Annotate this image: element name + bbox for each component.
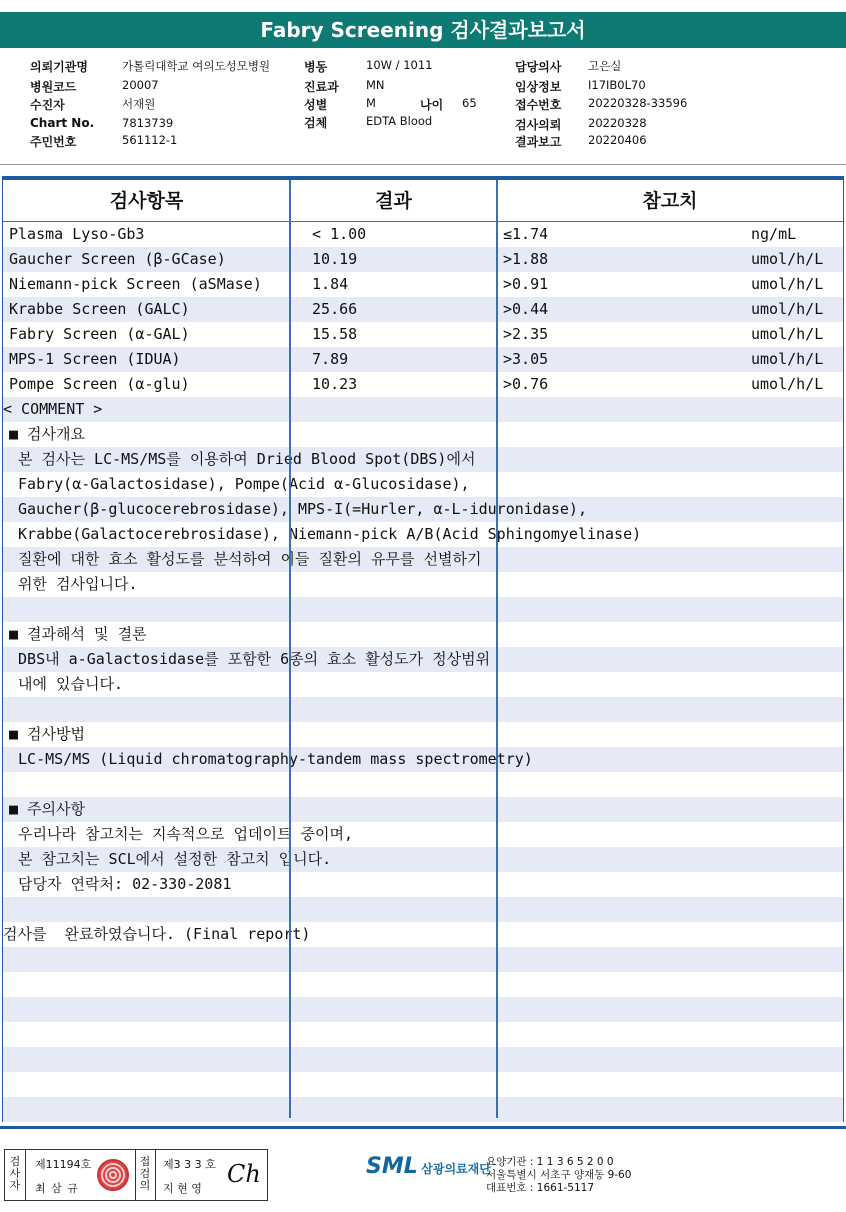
chart-value: 7813739 xyxy=(122,116,174,130)
report-date-label: 결과보고 xyxy=(515,135,562,149)
result-value: 1.84 xyxy=(303,275,349,293)
patient-value: 서재원 xyxy=(122,97,156,111)
comment-line xyxy=(3,572,843,597)
reviewer-name: 지 현 영 xyxy=(163,1182,202,1195)
result-value: 15.58 xyxy=(303,325,358,343)
test-item: Plasma Lyso-Gb3 xyxy=(9,225,145,243)
test-item: Pompe Screen (α-glu) xyxy=(9,375,190,393)
specimen-label: 검체 xyxy=(304,116,328,130)
comment-text: Krabbe(Galactocerebrosidase), Niemann-pick A/B(Acid Sphingomyelinase) xyxy=(9,525,642,543)
reference-value: ≤1.74 xyxy=(503,225,549,243)
comment-line xyxy=(3,547,843,572)
comment-line xyxy=(3,822,843,847)
comment-text: 위한 검사입니다. xyxy=(9,575,138,593)
comment-line xyxy=(3,472,843,497)
comment-text: 우리나라 참고치는 지속적으로 업데이트 중이며, xyxy=(9,825,353,843)
specimen-value: EDTA Blood xyxy=(366,114,433,128)
comment-line xyxy=(3,847,843,872)
empty-row xyxy=(3,697,843,722)
receipt-label: 접수번호 xyxy=(515,98,562,112)
empty-row xyxy=(3,1047,843,1072)
comment-text: 본 검사는 LC-MS/MS를 이용하여 Dried Blood Spot(DBS)에서 xyxy=(9,450,476,468)
comment-text: 내에 있습니다. xyxy=(9,675,124,693)
test-item: MPS-1 Screen (IDUA) xyxy=(9,350,181,368)
unit: umol/h/L xyxy=(751,300,824,318)
hospital-code-value: 20007 xyxy=(122,78,159,92)
inspector-name: 최 삼 규 xyxy=(35,1182,79,1195)
comment-text: Fabry(α-Galactosidase), Pompe(Acid α-Glucosidase), xyxy=(9,475,470,493)
comment-line xyxy=(3,422,843,447)
comment-text: 질환에 대한 효소 활성도를 분석하여 이들 질환의 유무를 선별하기 xyxy=(9,550,482,568)
results-table xyxy=(2,176,844,1122)
unit: umol/h/L xyxy=(751,350,824,368)
comment-line xyxy=(3,722,843,747)
unit: umol/h/L xyxy=(751,275,824,293)
comment-line xyxy=(3,747,843,772)
test-item: Niemann-pick Screen (aSMase) xyxy=(9,275,262,293)
phone: 대표번호 : 1661-5117 xyxy=(486,1182,595,1194)
patient-label: 수진자 xyxy=(30,98,65,112)
table-row xyxy=(3,272,843,297)
care-number: 요양기관 : 1 1 3 6 5 2 0 0 xyxy=(486,1156,614,1168)
table-row xyxy=(3,347,843,372)
result-value: < 1.00 xyxy=(303,225,367,243)
empty-row xyxy=(3,1072,843,1097)
table-row xyxy=(3,322,843,347)
unit: umol/h/L xyxy=(751,375,824,393)
report-date-value: 20220406 xyxy=(588,133,647,147)
test-item: Krabbe Screen (GALC) xyxy=(9,300,190,318)
sml-logo xyxy=(366,1154,491,1179)
comment-text: LC-MS/MS (Liquid chromatography-tandem mass spectrometry) xyxy=(9,750,533,768)
inspector-vertical-label: 검 사 자 xyxy=(9,1155,21,1192)
result-value: 10.19 xyxy=(303,250,358,268)
empty-row xyxy=(3,772,843,797)
table-row xyxy=(3,247,843,272)
comment-line xyxy=(3,447,843,472)
table-row xyxy=(3,297,843,322)
empty-row xyxy=(3,597,843,622)
request-value: 20220328 xyxy=(588,116,647,130)
header-test-item: 검사항목 xyxy=(3,180,290,222)
reviewer-vertical-label: 접 검 의 xyxy=(139,1155,151,1192)
empty-row xyxy=(3,947,843,972)
reference-value: >2.35 xyxy=(503,325,549,343)
corp-name: 삼광의료재단 xyxy=(421,1162,491,1176)
comment-text: ■ 검사방법 xyxy=(9,725,86,743)
table-row xyxy=(3,372,843,397)
report-footer xyxy=(0,1142,846,1212)
table-bottom-rule xyxy=(0,1126,846,1129)
comment-text: 검사를 완료하였습니다. (Final report) xyxy=(3,925,311,943)
test-item: Fabry Screen (α-GAL) xyxy=(9,325,190,343)
reference-value: >0.44 xyxy=(503,300,549,318)
inspector-seal-icon xyxy=(97,1159,129,1191)
inspector-number: 제11194호 xyxy=(35,1158,92,1171)
dept-value: MN xyxy=(366,78,385,92)
id-value: 561112-1 xyxy=(122,133,178,147)
empty-row xyxy=(3,1097,843,1122)
reference-value: >0.76 xyxy=(503,375,549,393)
column-divider xyxy=(289,180,291,1118)
comment-line xyxy=(3,522,843,547)
signature-box xyxy=(4,1149,268,1201)
table-row xyxy=(3,222,843,247)
sex-label: 성별 xyxy=(304,98,328,112)
empty-row xyxy=(3,997,843,1022)
address: 서울특별시 서초구 양재동 9-60 xyxy=(486,1169,632,1181)
test-item: Gaucher Screen (β-GCase) xyxy=(9,250,226,268)
institution-label: 의뢰기관명 xyxy=(30,60,88,74)
result-value: 10.23 xyxy=(303,375,358,393)
header-reference: 참고치 xyxy=(497,180,843,222)
signature-mark: Ch xyxy=(227,1160,261,1188)
reference-value: >1.88 xyxy=(503,250,549,268)
empty-row xyxy=(3,972,843,997)
reviewer-number: 제3 3 3 호 xyxy=(163,1158,216,1171)
sex-value: M xyxy=(366,96,376,110)
comment-line xyxy=(3,872,843,897)
comment-line xyxy=(3,797,843,822)
unit: umol/h/L xyxy=(751,325,824,343)
doctor-label: 담당의사 xyxy=(515,60,562,74)
receipt-value: 20220328-33596 xyxy=(588,96,688,110)
header-result: 결과 xyxy=(290,180,497,222)
comment-line xyxy=(3,922,843,947)
comment-line xyxy=(3,622,843,647)
comment-text: < COMMENT > xyxy=(3,400,103,418)
chart-label: Chart No. xyxy=(30,116,95,130)
ward-value: 10W / 1011 xyxy=(366,58,433,72)
age-value: 65 xyxy=(462,96,477,110)
empty-row xyxy=(3,1022,843,1047)
result-value: 25.66 xyxy=(303,300,358,318)
comment-text: ■ 주의사항 xyxy=(9,800,86,818)
institution-value: 가톨릭대학교 여의도성모병원 xyxy=(122,59,271,73)
comment-text: ■ 결과해석 및 결론 xyxy=(9,625,147,643)
header-divider xyxy=(0,164,846,165)
unit: ng/mL xyxy=(751,225,797,243)
request-label: 검사의뢰 xyxy=(515,118,562,132)
clinical-label: 임상정보 xyxy=(515,80,562,94)
comment-line xyxy=(3,672,843,697)
reference-value: >0.91 xyxy=(503,275,549,293)
comment-text: DBS내 a-Galactosidase를 포함한 6종의 효소 활성도가 정상범위 xyxy=(9,650,491,668)
hospital-code-label: 병원코드 xyxy=(30,80,77,94)
ward-label: 병동 xyxy=(304,60,328,74)
id-label: 주민번호 xyxy=(30,135,77,149)
doctor-value: 고은실 xyxy=(588,59,622,73)
reference-value: >3.05 xyxy=(503,350,549,368)
comment-line xyxy=(3,497,843,522)
age-label: 나이 xyxy=(420,98,444,112)
report-title: Fabry Screening 검사결과보고서 xyxy=(0,12,846,48)
empty-row xyxy=(3,897,843,922)
clinical-value: I17IB0L70 xyxy=(588,78,646,92)
comment-line xyxy=(3,397,843,422)
comment-text: 본 참고치는 SCL에서 설정한 참고치 입니다. xyxy=(9,850,332,868)
comment-text: 담당자 연락처: 02-330-2081 xyxy=(9,875,232,893)
comment-text: Gaucher(β-glucocerebrosidase), MPS-I(=Hurler, α-L-iduronidase), xyxy=(9,500,587,518)
result-value: 7.89 xyxy=(303,350,349,368)
column-divider xyxy=(496,180,498,1118)
comment-line xyxy=(3,647,843,672)
logo-text: SML xyxy=(366,1154,418,1179)
comment-text: ■ 검사개요 xyxy=(9,425,86,443)
patient-info-section xyxy=(0,56,846,156)
dept-label: 진료과 xyxy=(304,80,339,94)
unit: umol/h/L xyxy=(751,250,824,268)
